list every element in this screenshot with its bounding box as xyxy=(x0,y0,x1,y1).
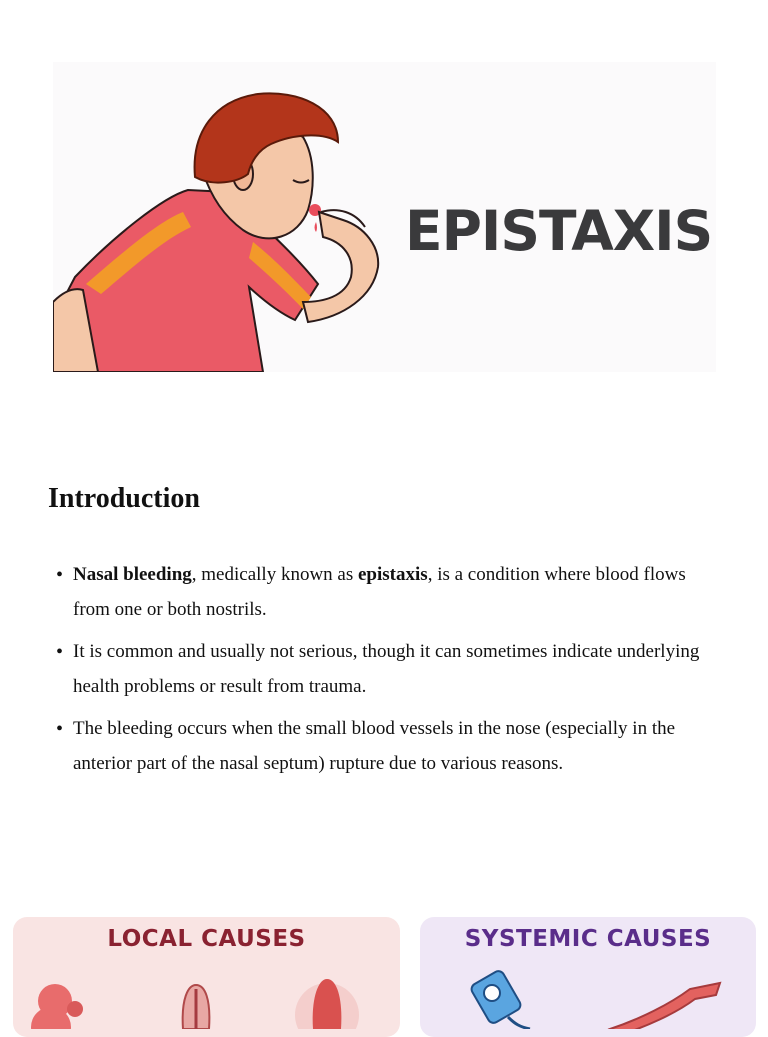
blood-vessel-icon xyxy=(610,983,720,1029)
list-item xyxy=(56,635,716,704)
local-causes-title: LOCAL CAUSES xyxy=(107,926,306,952)
bullet-text: The bleeding occurs when the small blood vessels in the nose (especially in the anterior part of the nasal septum) rupture due to various reasons. xyxy=(73,718,676,774)
introduction-list xyxy=(56,558,716,789)
bold-term: Nasal bleeding xyxy=(73,564,192,585)
blood-pressure-monitor-icon xyxy=(469,969,530,1029)
systemic-causes-illustrations xyxy=(420,969,756,1029)
bold-term: epistaxis xyxy=(358,564,428,585)
nasal-septum-icon xyxy=(183,985,210,1029)
man-nosebleed-illustration xyxy=(53,62,413,372)
systemic-causes-card xyxy=(420,917,756,1037)
local-causes-card xyxy=(13,917,400,1037)
list-item xyxy=(56,558,716,627)
bullet-text: , is a condition where blood flows from one or both nostrils. xyxy=(73,564,686,620)
introduction-heading: Introduction xyxy=(48,483,200,514)
page-title: EPISTAXIS xyxy=(405,199,713,263)
local-causes-illustrations xyxy=(13,969,400,1029)
bullet-text: It is common and usually not serious, though it can sometimes indicate underlying health problems or result from trauma. xyxy=(73,641,700,697)
hero-banner xyxy=(53,62,716,372)
bullet-text: , medically known as xyxy=(191,564,358,585)
list-item xyxy=(56,712,716,781)
inflamed-nose-icon xyxy=(295,979,359,1029)
systemic-causes-title: SYSTEMIC CAUSES xyxy=(464,926,712,952)
child-nose-picking-icon xyxy=(31,984,83,1029)
